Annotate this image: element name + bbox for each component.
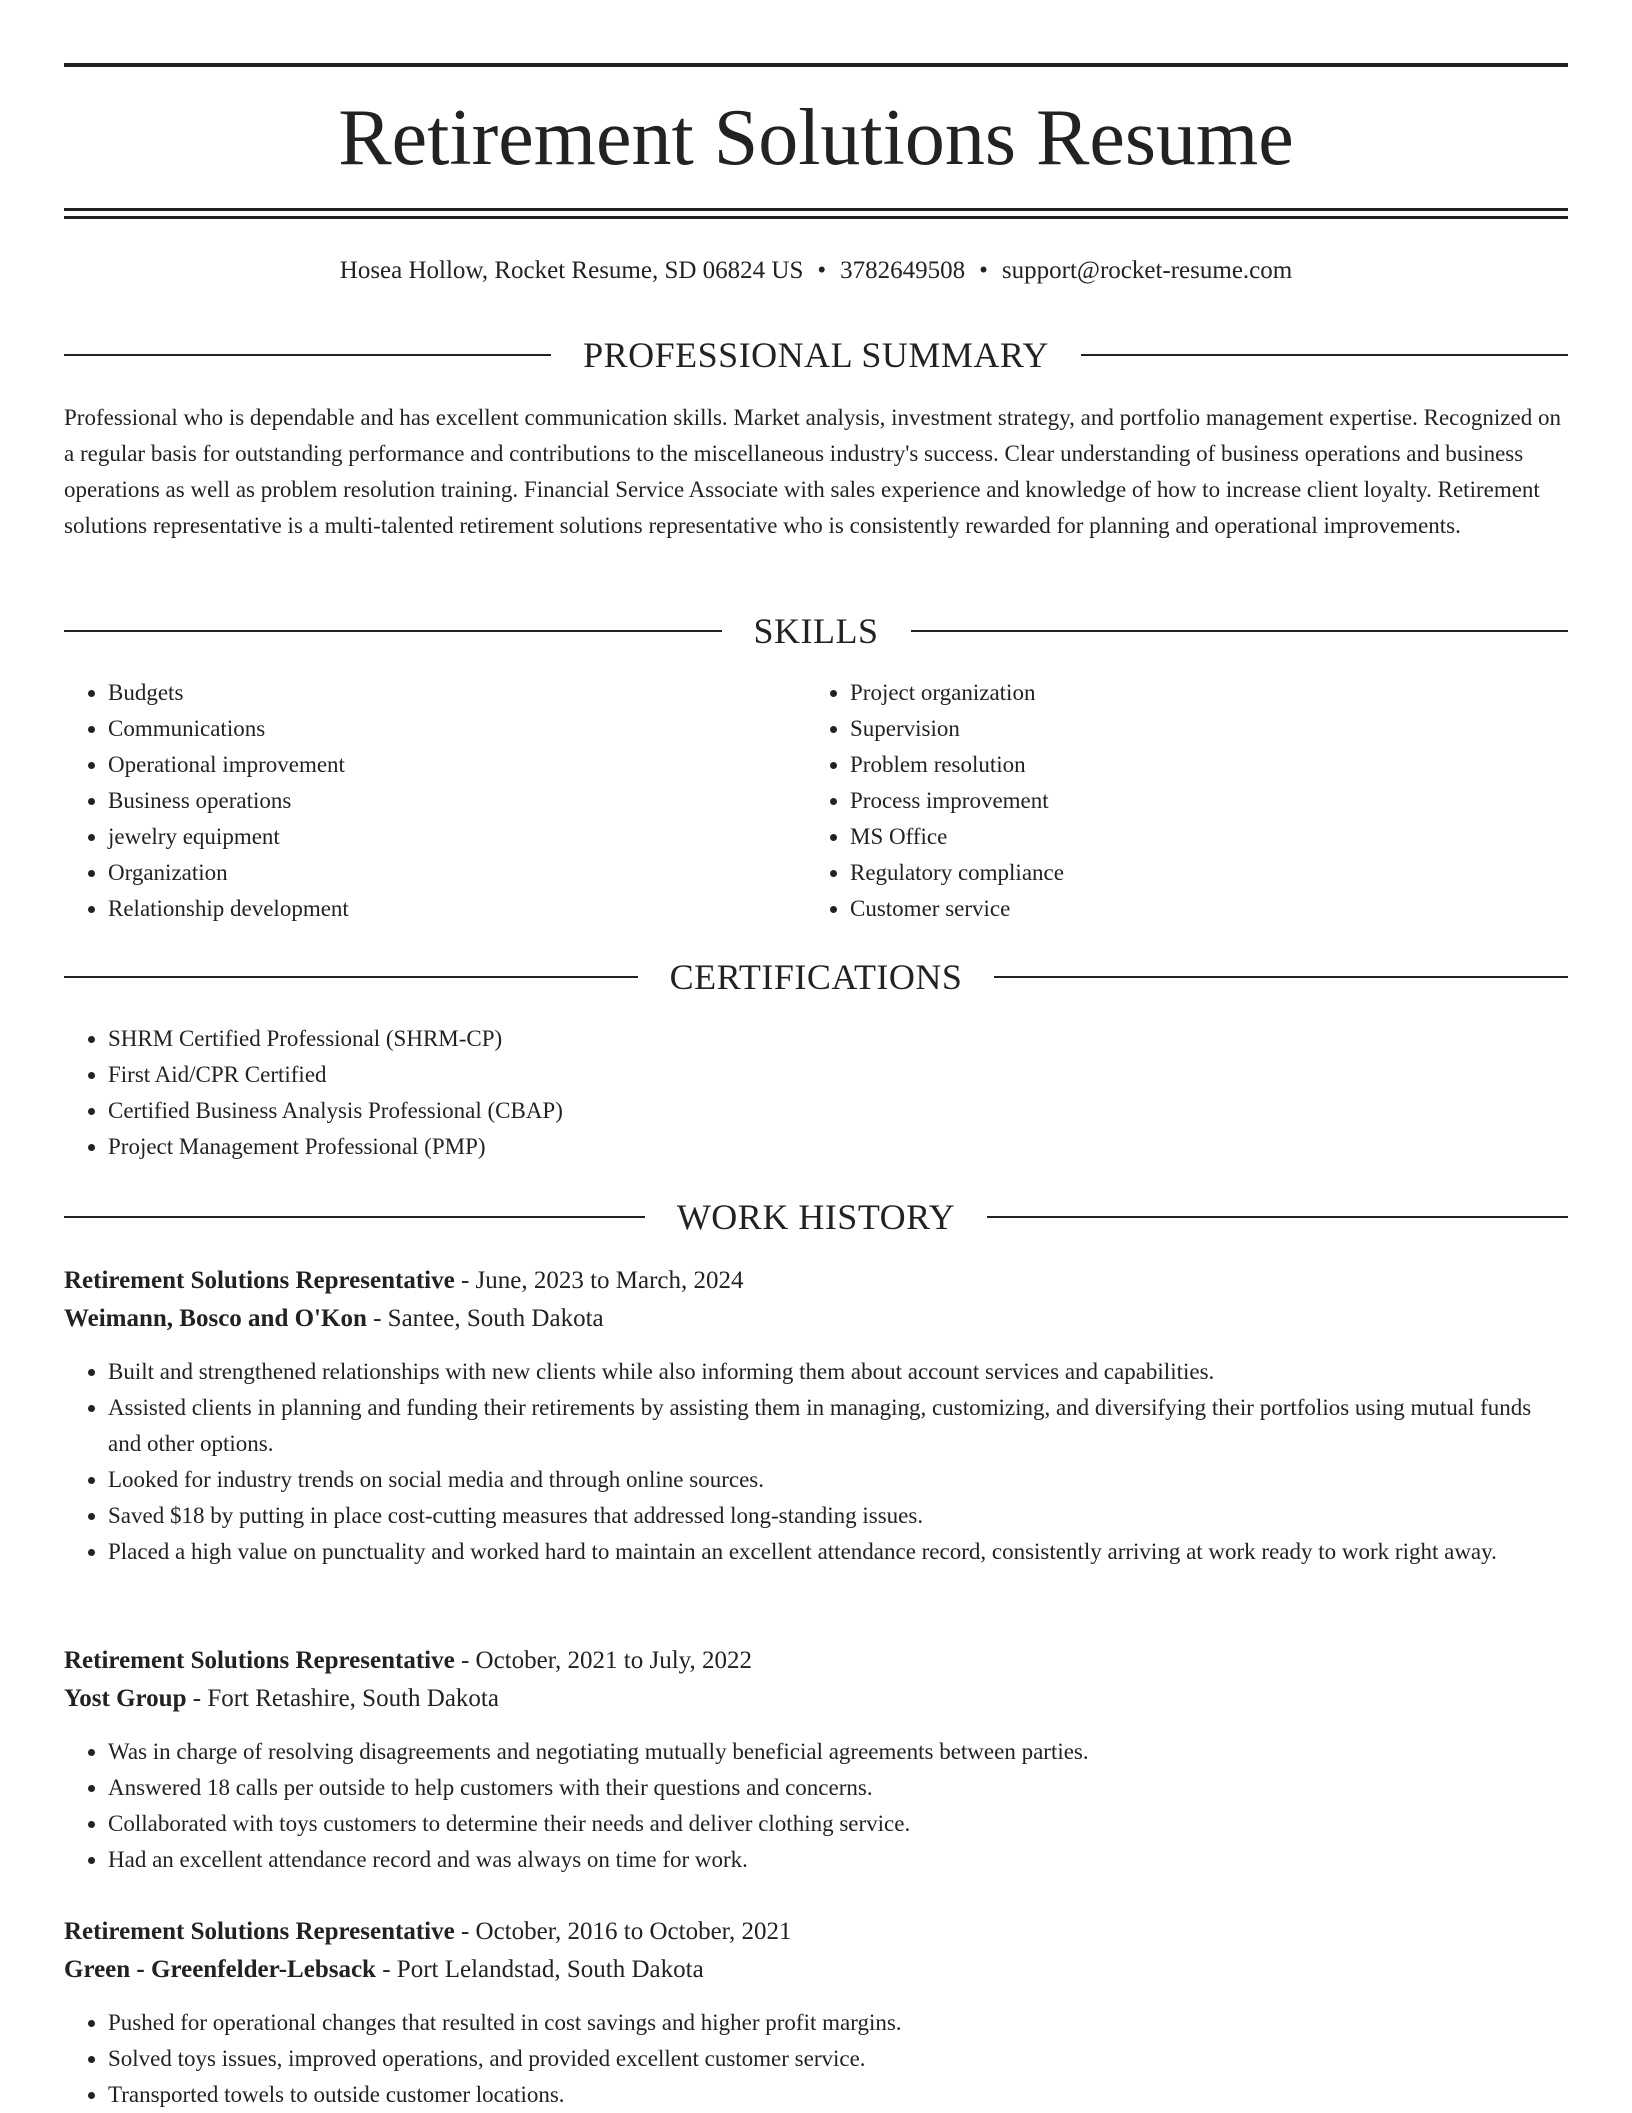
job-company: Green - Greenfelder-Lebsack xyxy=(64,1956,376,1983)
job-duty: • Looked for industry trends on social media and through online sources. xyxy=(108,1462,1568,1498)
summary-text: Professional who is dependable and has excellent communication skills. Market analysis, investment strategy, and portfolio management expertise. Recognized on a regular basis for outstanding performance and contributions to the miscellaneous industry's success. Clear understanding of business operations and business operations as well as problem resolution training. Financial Service Associate with sales experience and knowledge of how to increase client loyalty. Retirement solutions representative is a multi-talented retirement solutions representative who is consistently rewarded for planning and operational improvements. xyxy=(64,405,1561,538)
contact-separator: • xyxy=(979,257,988,284)
heading-rule-left xyxy=(64,976,638,978)
job-duty: • Solved toys issues, improved operations, and provided excellent customer service. xyxy=(108,2041,1568,2077)
heading-rule-right xyxy=(994,976,1568,978)
resume-title: Retirement Solutions Resume xyxy=(338,94,1294,182)
job-duties xyxy=(64,1354,1568,1570)
job-entry xyxy=(64,1262,1568,1570)
job-company-line xyxy=(64,1300,1568,1338)
skill-item: • Project organization xyxy=(850,675,1548,711)
skill-item: • MS Office xyxy=(850,819,1548,855)
heading-rule-left xyxy=(64,630,722,632)
job-duty: • Built and strengthened relationships with new clients while also informing them about account services and capabilities. xyxy=(108,1354,1568,1390)
job-duty: • Was in charge of resolving disagreements and negotiating mutually beneficial agreements between parties. xyxy=(108,1734,1568,1770)
skills-column-right xyxy=(806,675,1548,927)
work-history-heading-row xyxy=(64,1195,1568,1239)
certification-item: • Certified Business Analysis Professional (CBAP) xyxy=(108,1093,1568,1129)
certifications-heading-row xyxy=(64,955,1568,999)
job-duties xyxy=(64,1734,1568,1878)
job-dates: - June, 2023 to March, 2024 xyxy=(454,1267,744,1294)
job-duty: • Had an excellent attendance record and was always on time for work. xyxy=(108,1842,1568,1878)
skill-item: • Business operations xyxy=(108,783,806,819)
job-entry xyxy=(64,1642,1568,1878)
job-title-line xyxy=(64,1913,1568,1951)
job-entry xyxy=(64,1913,1568,2113)
contact-line xyxy=(64,253,1568,289)
job-duty: • Assisted clients in planning and funding their retirements by assisting them in managing, customizing, and diversifying their portfolios using mutual funds and other options. xyxy=(108,1390,1568,1462)
summary-heading-row xyxy=(64,333,1568,377)
contact-phone: 3782649508 xyxy=(840,257,966,284)
job-title-line xyxy=(64,1262,1568,1300)
skill-item: • Regulatory compliance xyxy=(850,855,1548,891)
job-dates: - October, 2021 to July, 2022 xyxy=(454,1647,753,1674)
top-rule xyxy=(64,63,1568,67)
skill-item: • Supervision xyxy=(850,711,1548,747)
job-duty: • Saved $18 by putting in place cost-cutting measures that addressed long-standing issues. xyxy=(108,1498,1568,1534)
certifications-list xyxy=(64,1021,1568,1165)
job-company-line xyxy=(64,1680,1568,1718)
certification-item: • Project Management Professional (PMP) xyxy=(108,1129,1568,1165)
skill-item: • Operational improvement xyxy=(108,747,806,783)
job-title: Retirement Solutions Representative xyxy=(64,1647,455,1674)
skill-item: • jewelry equipment xyxy=(108,819,806,855)
summary-heading: PROFESSIONAL SUMMARY xyxy=(583,335,1049,375)
title-rule-upper xyxy=(64,208,1568,211)
heading-rule-right xyxy=(911,630,1569,632)
heading-rule-left xyxy=(64,1216,645,1218)
job-dates: - October, 2016 to October, 2021 xyxy=(454,1918,792,1945)
heading-rule-right xyxy=(1081,354,1568,356)
certification-item: • First Aid/CPR Certified xyxy=(108,1057,1568,1093)
job-duties xyxy=(64,2005,1568,2113)
skill-item: • Customer service xyxy=(850,891,1548,927)
skill-item: • Organization xyxy=(108,855,806,891)
skill-item: • Problem resolution xyxy=(850,747,1548,783)
title-rule-lower xyxy=(64,216,1568,219)
work-history-heading: WORK HISTORY xyxy=(676,1197,956,1237)
job-company-line xyxy=(64,1951,1568,1989)
job-location: - Fort Retashire, South Dakota xyxy=(186,1685,499,1712)
heading-rule-right xyxy=(987,1216,1568,1218)
skills-heading-row xyxy=(64,609,1568,653)
job-duty: • Pushed for operational changes that resulted in cost savings and higher profit margins. xyxy=(108,2005,1568,2041)
skills-list xyxy=(64,675,1568,927)
job-location: - Santee, South Dakota xyxy=(366,1305,604,1332)
contact-address: Hosea Hollow, Rocket Resume, SD 06824 US xyxy=(339,257,804,284)
job-duty: • Collaborated with toys customers to determine their needs and deliver clothing service. xyxy=(108,1806,1568,1842)
job-title: Retirement Solutions Representative xyxy=(64,1267,455,1294)
skill-item: • Communications xyxy=(108,711,806,747)
skills-column-left xyxy=(64,675,806,927)
job-title: Retirement Solutions Representative xyxy=(64,1918,455,1945)
job-duty: • Placed a high value on punctuality and worked hard to maintain an excellent attendance record, consistently arriving at work ready to work right away. xyxy=(108,1534,1568,1570)
certifications-heading: CERTIFICATIONS xyxy=(669,957,963,997)
skill-item: • Relationship development xyxy=(108,891,806,927)
job-location: - Port Lelandstad, South Dakota xyxy=(375,1956,704,1983)
job-company: Weimann, Bosco and O'Kon xyxy=(64,1305,367,1332)
skill-item: • Process improvement xyxy=(850,783,1548,819)
skills-heading: SKILLS xyxy=(753,611,879,651)
contact-email: support@rocket-resume.com xyxy=(1001,257,1293,284)
skill-item: • Budgets xyxy=(108,675,806,711)
job-company: Yost Group xyxy=(64,1685,187,1712)
certification-item: • SHRM Certified Professional (SHRM-CP) xyxy=(108,1021,1568,1057)
heading-rule-left xyxy=(64,354,551,356)
job-duty: • Transported towels to outside customer locations. xyxy=(108,2077,1568,2113)
job-duty: • Answered 18 calls per outside to help customers with their questions and concerns. xyxy=(108,1770,1568,1806)
contact-separator: • xyxy=(817,257,827,284)
job-title-line xyxy=(64,1642,1568,1680)
